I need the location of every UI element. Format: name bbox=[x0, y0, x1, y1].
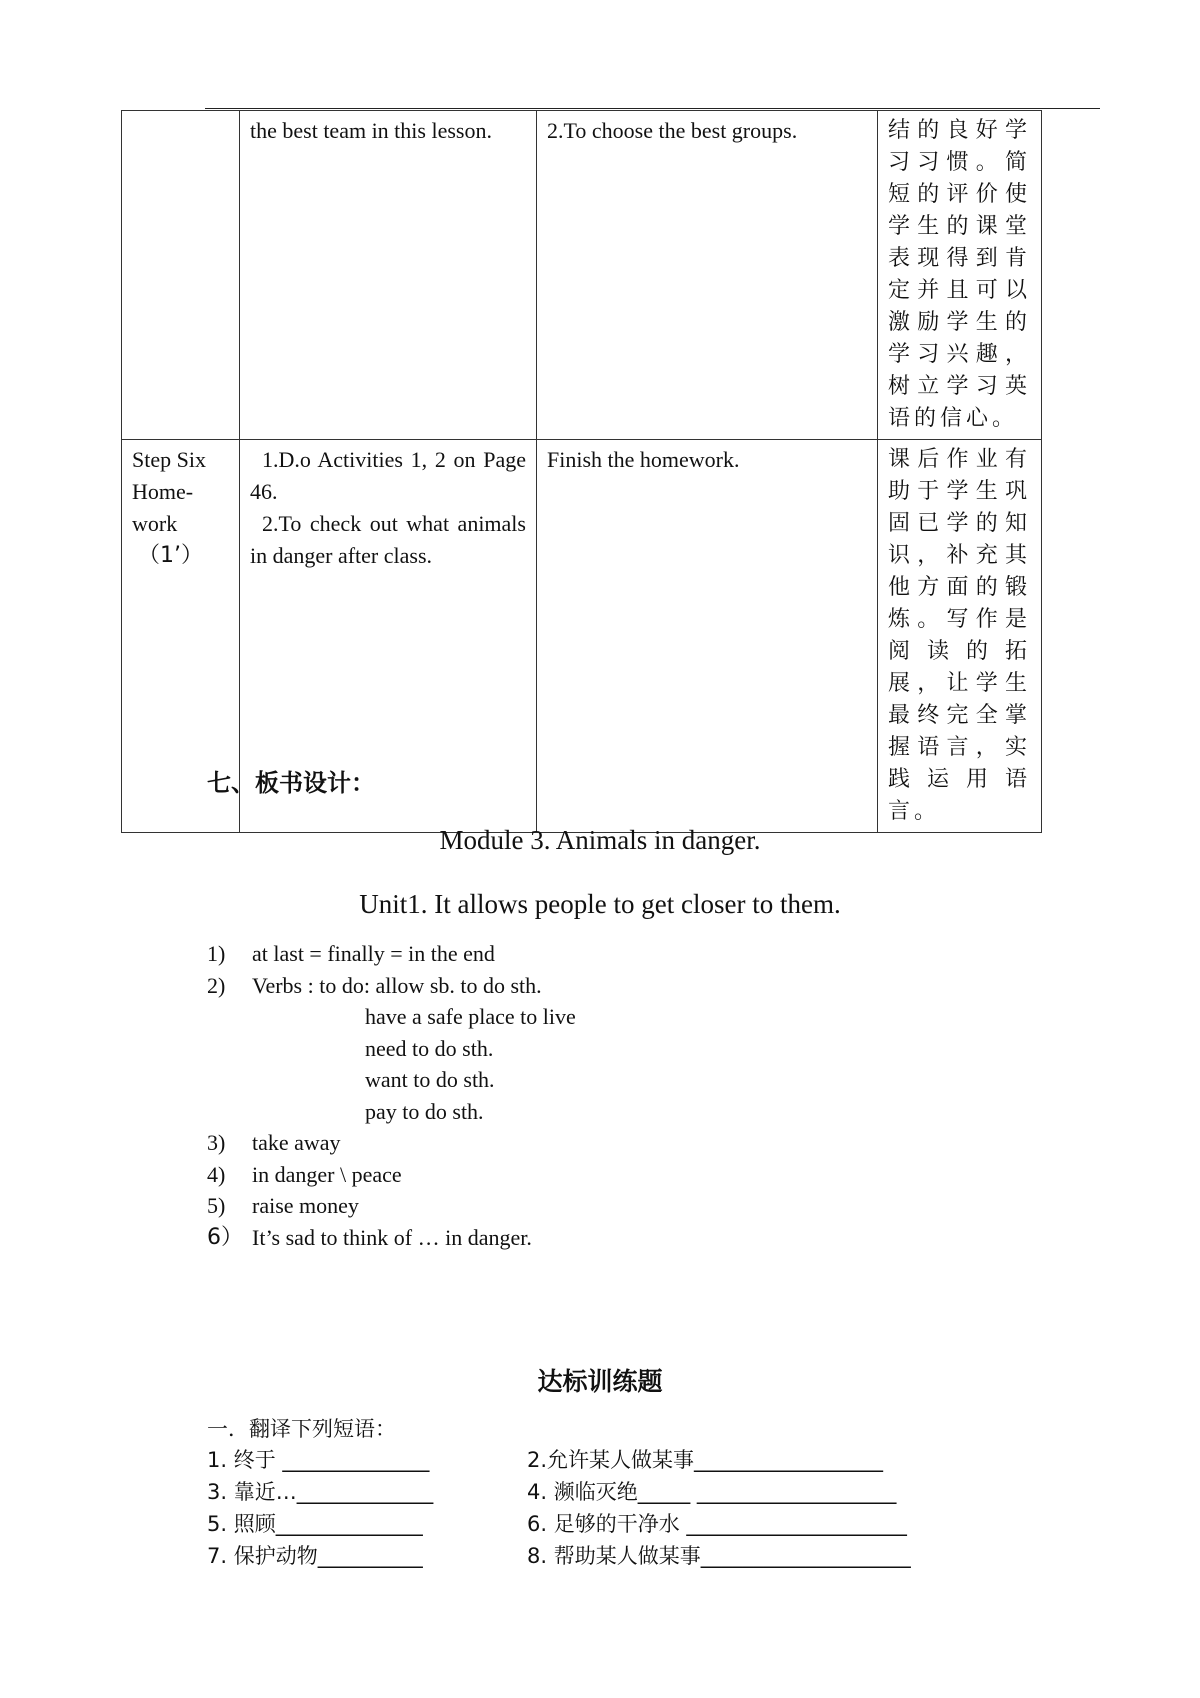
item-text: take away bbox=[252, 1130, 341, 1155]
student-activity-cell: Finish the homework. bbox=[537, 440, 878, 833]
exercise-item: 5. 照顾______________ bbox=[207, 1512, 423, 1536]
verb-item: want to do sth. bbox=[365, 1067, 495, 1092]
teacher-activity-cell: the best team in this lesson. bbox=[240, 111, 537, 440]
item-text: at last = finally = in the end bbox=[252, 941, 495, 966]
exercise-item: 2.允许某人做某事__________________ bbox=[527, 1448, 884, 1472]
student-activity-cell: 2.To choose the best groups. bbox=[537, 111, 878, 440]
exercise-item: 3. 靠近…_____________ bbox=[207, 1480, 434, 1504]
page-top-rule bbox=[205, 108, 1100, 109]
verb-item: have a safe place to live bbox=[365, 1004, 576, 1029]
step-cell bbox=[122, 111, 240, 440]
exercise-row bbox=[207, 1476, 911, 1508]
item-number: 2) bbox=[207, 972, 226, 998]
purpose-cell: 课后作业有助于学生巩固已学的知识，补充其他方面的锻炼。写作是阅读的拓展，让学生最终完全掌握语言，实践运用语言。 bbox=[878, 440, 1042, 833]
step-name: Step Six bbox=[132, 447, 206, 472]
teacher-activity-2: 2.To check out what animals in danger after class. bbox=[250, 511, 526, 568]
list-item bbox=[207, 938, 576, 970]
teacher-activity-1: 1.D.o Activities 1, 2 on Page 46. bbox=[250, 447, 526, 504]
item-text: It’s sad to think of … in danger. bbox=[252, 1224, 532, 1250]
exercise-item: 6. 足够的干净水 _____________________ bbox=[527, 1512, 907, 1536]
item-number: 1) bbox=[207, 941, 226, 966]
board-notes-list bbox=[207, 938, 576, 1253]
item-text: in danger \ peace bbox=[252, 1161, 402, 1187]
item-number: 3) bbox=[207, 1130, 226, 1155]
translation-exercise bbox=[207, 1444, 911, 1572]
exercise-title: 达标训练题 bbox=[537, 1367, 663, 1396]
board-design-heading: 七、板书设计： bbox=[207, 769, 375, 797]
exercise-section-heading: 一．翻译下列短语： bbox=[207, 1417, 396, 1441]
module-title: Module 3. Animals in danger. bbox=[439, 825, 761, 855]
list-item bbox=[207, 1190, 576, 1222]
step-time: （1’） bbox=[138, 543, 203, 568]
exercise-item: 4. 濒临灭绝_____ ___________________ bbox=[527, 1480, 897, 1504]
verb-item: pay to do sth. bbox=[365, 1098, 484, 1124]
item-text: Verbs : to do: allow sb. to do sth. bbox=[252, 972, 542, 998]
exercise-row bbox=[207, 1508, 911, 1540]
exercise-item: 7. 保护动物__________ bbox=[207, 1544, 423, 1568]
unit-title: Unit1. It allows people to get closer to them. bbox=[359, 889, 841, 919]
item-number: 6） bbox=[207, 1224, 243, 1250]
list-item bbox=[207, 1159, 576, 1191]
list-item bbox=[207, 1222, 576, 1254]
list-item bbox=[207, 970, 576, 1002]
item-text: raise money bbox=[252, 1193, 359, 1218]
exercise-row bbox=[207, 1444, 911, 1476]
item-number: 5) bbox=[207, 1193, 226, 1218]
step-label: Home-work bbox=[132, 479, 194, 536]
purpose-cell: 结的良好学习习惯。简短的评价使学生的课堂表现得到肯定并且可以激励学生的学习兴趣，树立学习英语的信心。 bbox=[878, 111, 1042, 440]
table-row bbox=[122, 111, 1042, 440]
exercise-item: 8. 帮助某人做某事____________________ bbox=[527, 1544, 911, 1568]
item-number: 4) bbox=[207, 1161, 226, 1187]
lesson-plan-table bbox=[121, 110, 1042, 833]
exercise-row bbox=[207, 1540, 911, 1572]
list-item bbox=[207, 1127, 576, 1159]
exercise-item: 1. 终于 ______________ bbox=[207, 1448, 430, 1472]
verb-item: need to do sth. bbox=[365, 1035, 494, 1061]
